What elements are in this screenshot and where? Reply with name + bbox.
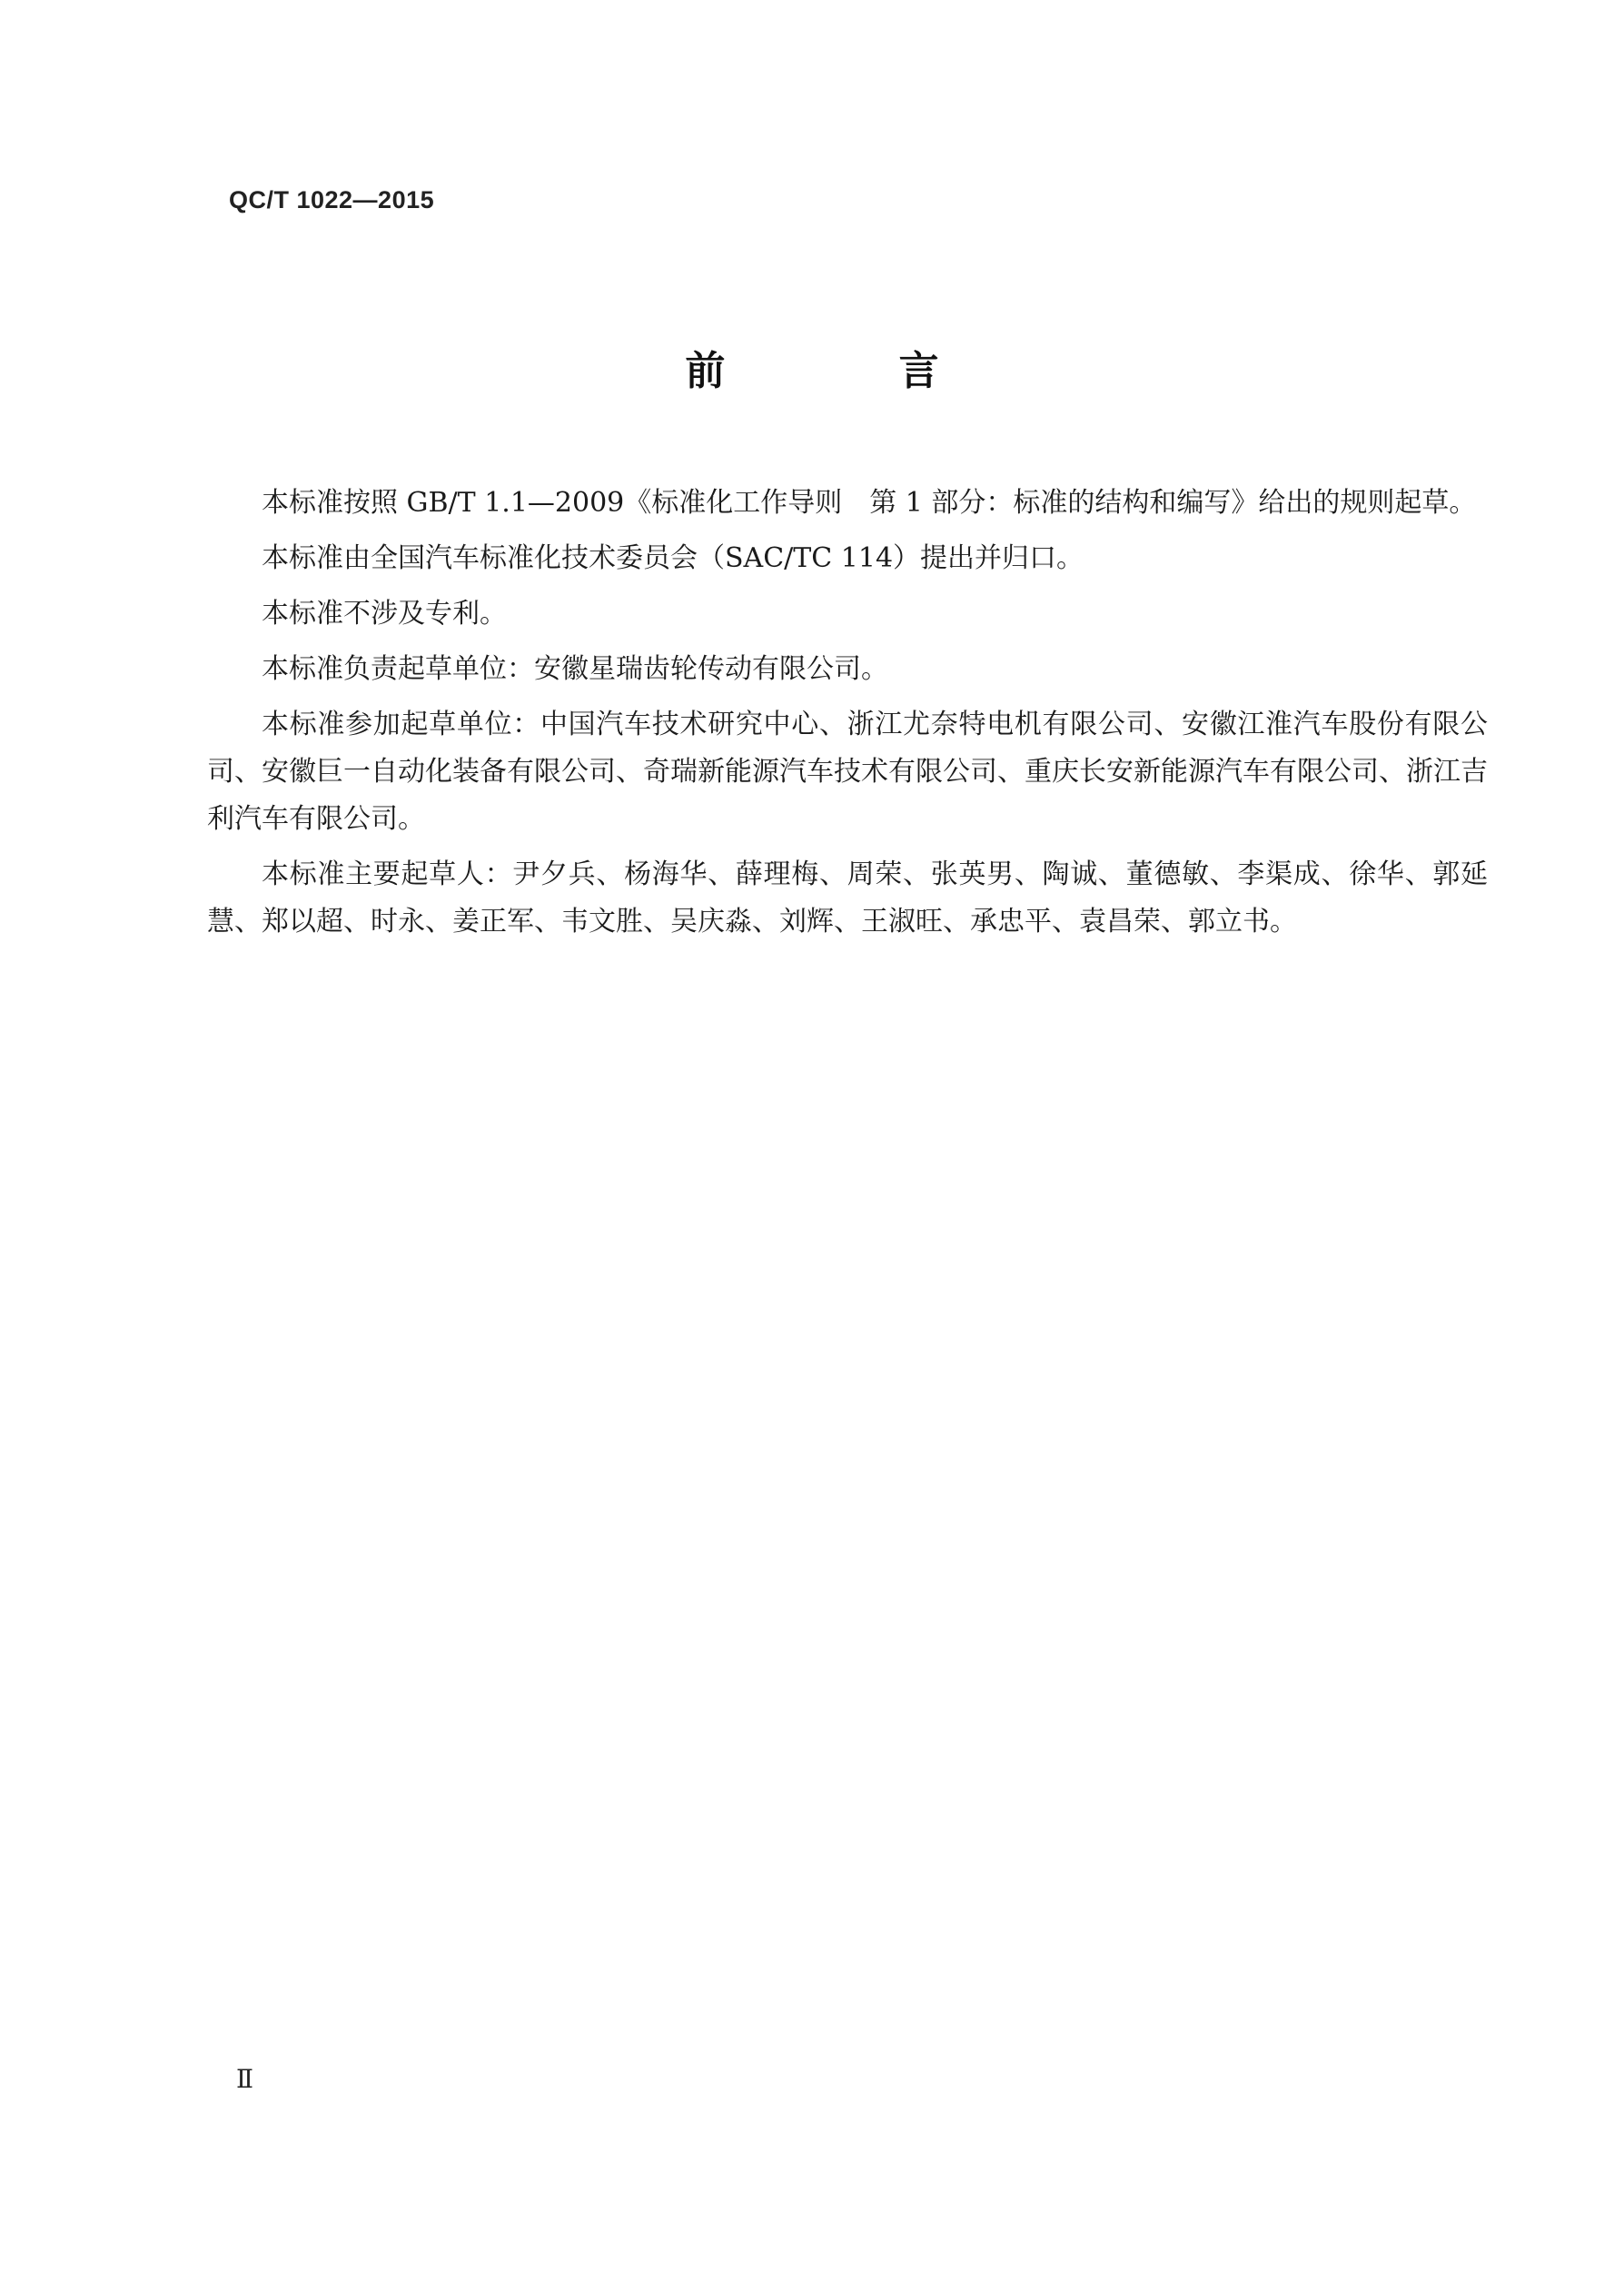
standard-code: QC/T 1022—2015 [229,186,435,213]
paragraph-participating-units: 本标准参加起草单位：中国汽车技术研究中心、浙江尤奈特电机有限公司、安徽江淮汽车股份有限公司、安徽巨一自动化装备有限公司、奇瑞新能源汽车技术有限公司、重庆长安新能源汽车有限公司、浙江吉利汽车有限公司。 [207,709,1488,835]
page-number: Ⅱ [236,2064,254,2094]
paragraph-drafting-rules: 本标准按照 GB/T 1.1—2009《标准化工作导则 第 1 部分：标准的结构和编写》给出的规则起草。 [262,487,1477,519]
paragraph-proposer: 本标准由全国汽车标准化技术委员会（SAC/TC 114）提出并归口。 [262,542,1084,574]
paragraph-patents: 本标准不涉及专利。 [262,598,507,630]
paragraph-drafters: 本标准主要起草人：尹夕兵、杨海华、薛理梅、周荣、张英男、陶诚、董德敏、李渠成、徐华、郭延慧、郑以超、时永、姜正军、韦文胜、吴庆淼、刘辉、王淑旺、承忠平、袁昌荣、郭立书。 [207,858,1488,938]
page-title: 前 言 [685,348,1019,394]
paragraph-responsible-unit: 本标准负责起草单位：安徽星瑞齿轮传动有限公司。 [262,653,888,685]
foreword-body [207,480,1488,954]
